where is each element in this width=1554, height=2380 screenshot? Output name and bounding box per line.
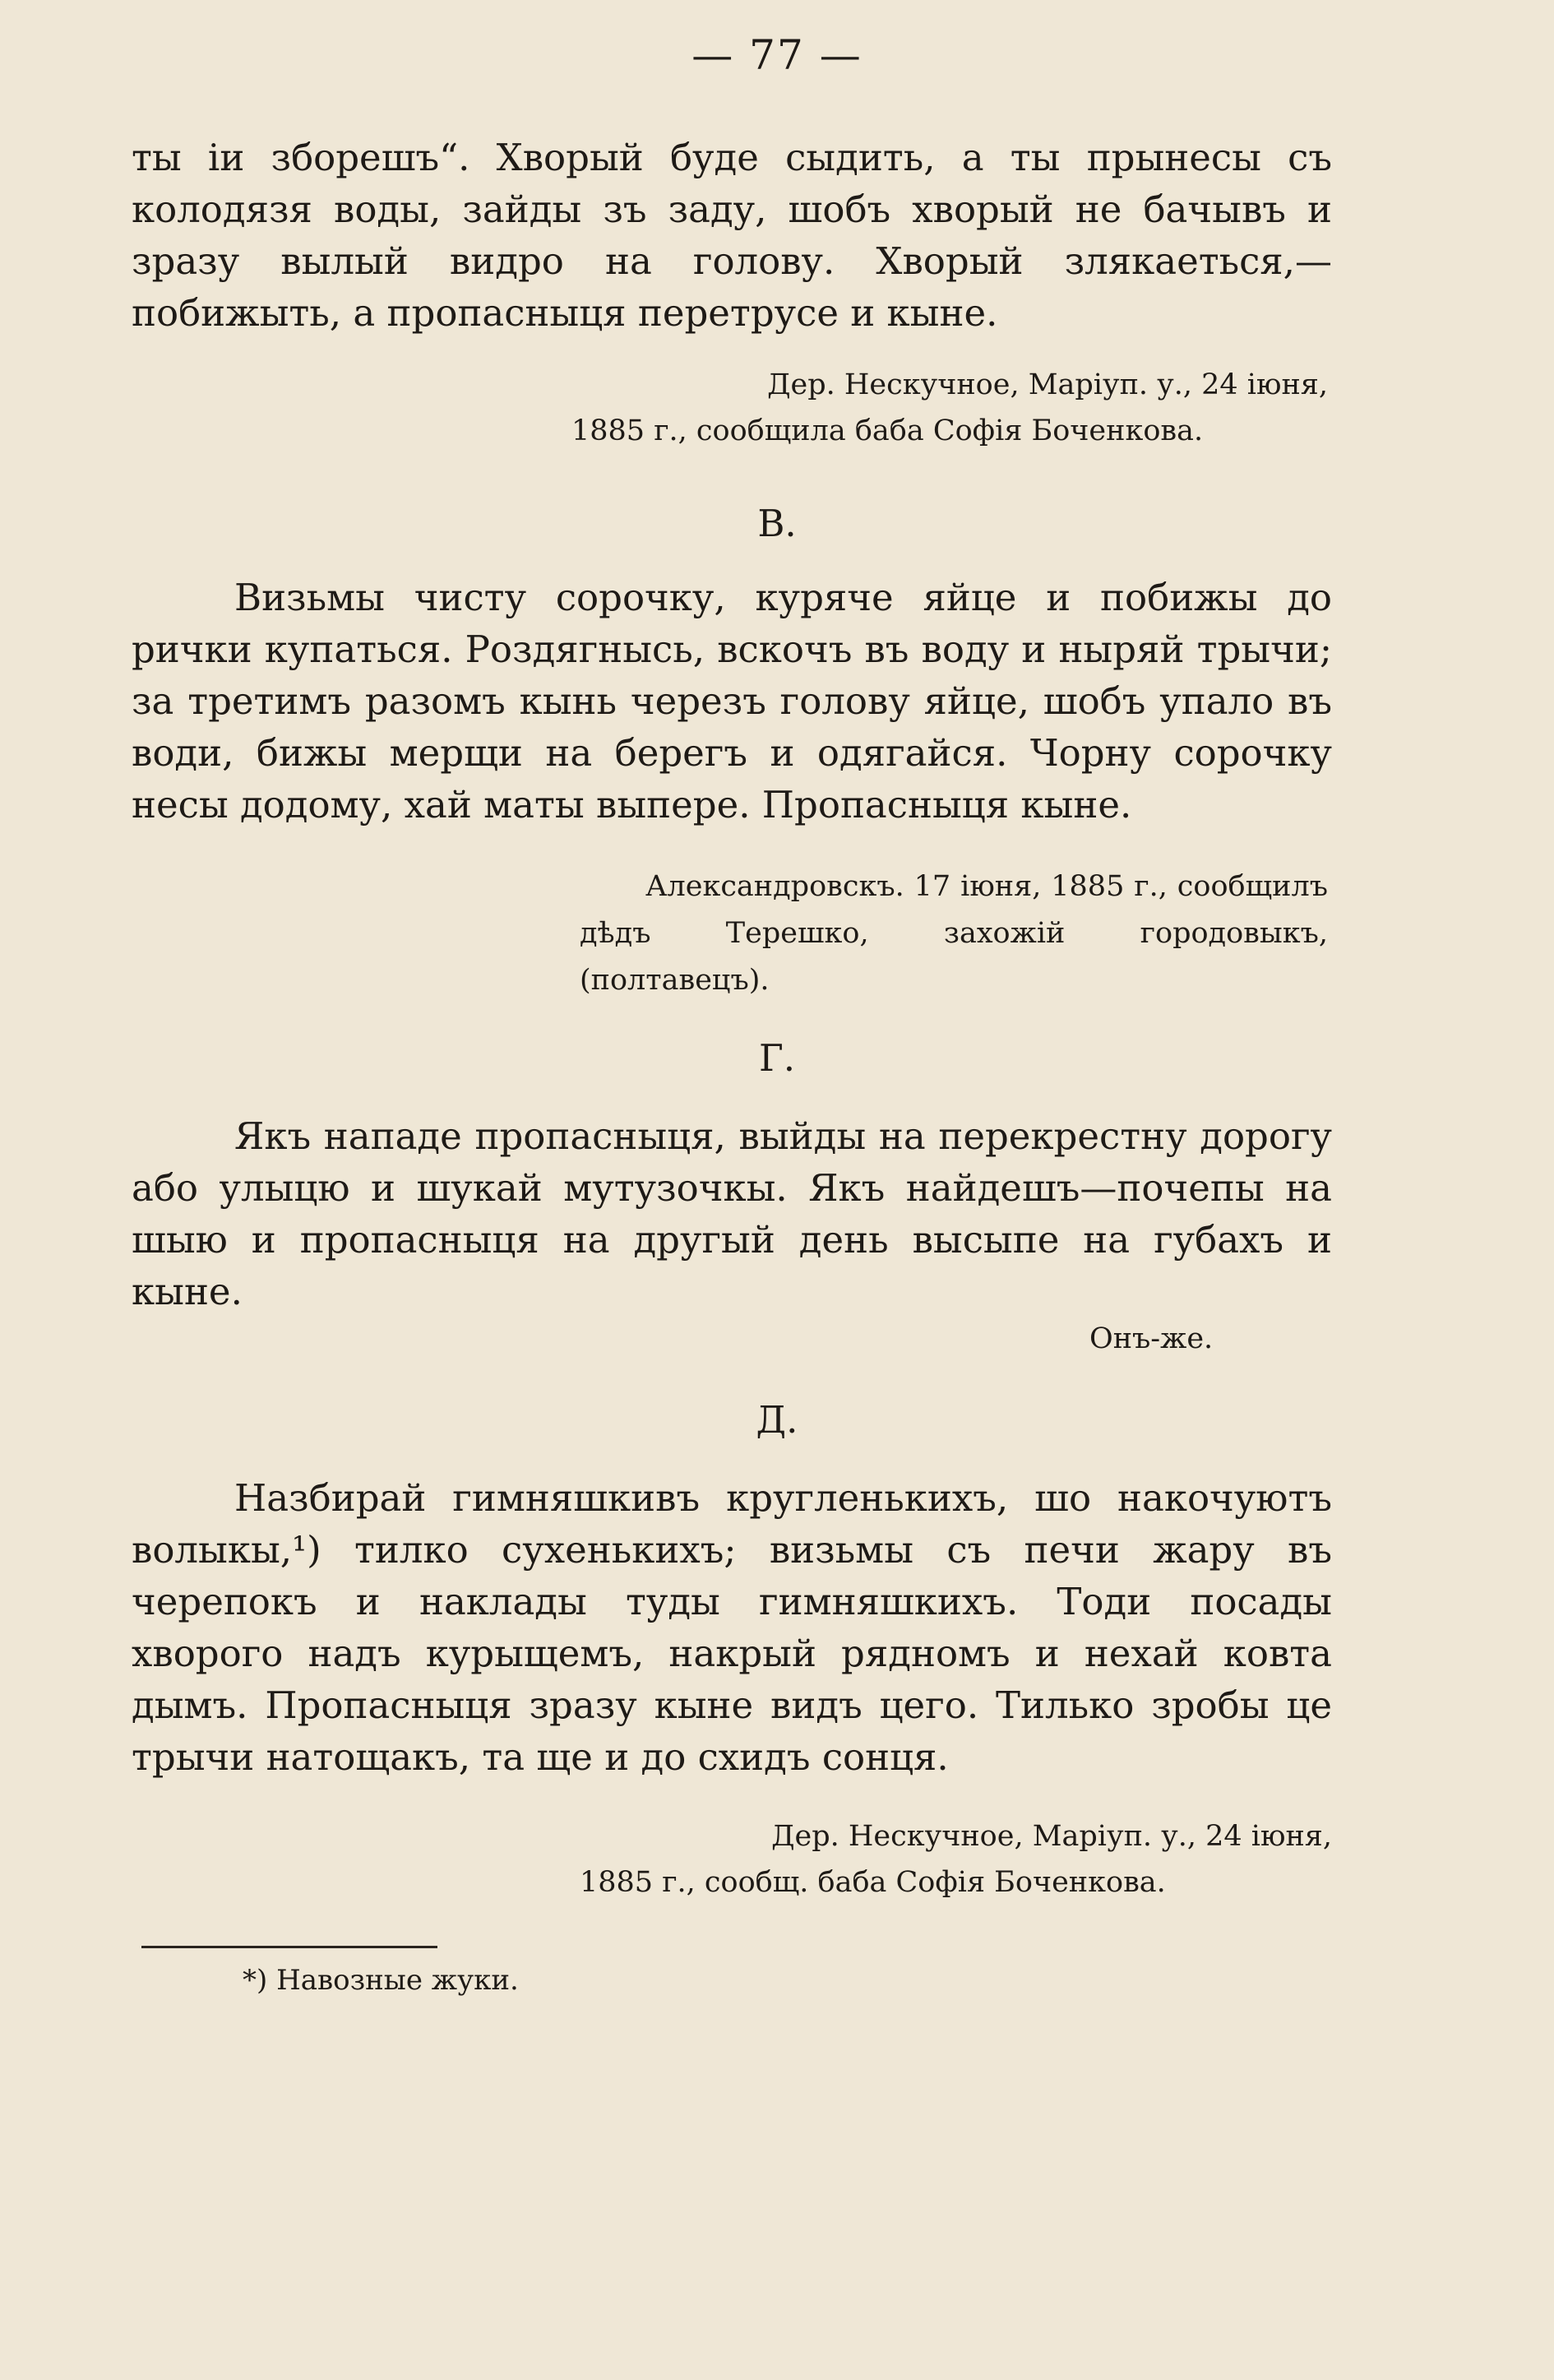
source-line: Дер. Нескучное, Маріуп. у., 24 іюня, [767,368,1328,401]
paragraph: ты іи зборешъ“. Хворый буде сыдить, а ты прынесы съ колодязя воды, зайды зъ заду, шобъ хворый не бачывъ и зразу вылый видро на голову. Хворый злякаеться,—побижыть, а пропасныця перетрусе и кыне. [132,136,1332,335]
footnote-separator [141,1946,437,1948]
source-line: Онъ-же. [1089,1322,1214,1355]
source-attribution [580,864,1328,1004]
source-attribution [1089,1316,1336,1362]
source-attribution [571,362,1328,454]
paragraph: Назбирай гимняшкивъ кругленькихъ, шо накочуютъ волыкы,¹) тилко сухенькихъ; визьмы съ печи жару въ черепокъ и наклады туды гимняшкихъ. Тоди посады хворого надъ курыщемъ, накрый рядномъ и нехай ковта дымъ. Пропасныця зразу кыне видъ цего. Тилько зробы це трычи натощакъ, та ще и до схидъ сонця. [132,1476,1332,1779]
source-line: 1885 г., сообщ. баба Софія Боченкова. [580,1866,1166,1899]
section-heading: Д. [756,1398,798,1442]
page-number: — 77 — [691,31,863,79]
source-line: Дер. Нескучное, Маріуп. у., 24 іюня, [771,1820,1332,1853]
source-attribution [580,1813,1332,1905]
footnote: *) Навозные жуки. [243,1964,519,1997]
section-d [132,1472,1332,1783]
section-heading: Г. [758,1036,796,1080]
source-line: 1885 г., сообщила баба Софія Боченкова. [571,414,1204,447]
section-continuation [132,132,1332,339]
paragraph: Визьмы чисту сорочку, куряче яйце и побижы до рички купаться. Роздягнысь, вскочъ въ воду и ныряй трычи; за третимъ разомъ кынь черезъ голову яйце, шобъ упало въ води, бижы мерщи на берегъ и одягайся. Чорну сорочку несы додому, хай маты выпере. Пропасныця кыне. [132,576,1332,827]
section-heading: В. [757,502,797,545]
source-line: Александровскъ. 17 іюня, 1885 г., сообщилъ дѣдъ Терешко, захожій городовыкъ, (полтавецъ). [580,870,1328,997]
section-v [132,572,1332,831]
paragraph: Якъ нападе пропасныця, выйды на перекрестну дорогу або улыцю и шукай мутузочкы. Якъ найдешъ—почепы на шыю и пропасныця на другый день высыпе на губахъ и кыне. [132,1114,1332,1313]
section-g [132,1110,1332,1317]
